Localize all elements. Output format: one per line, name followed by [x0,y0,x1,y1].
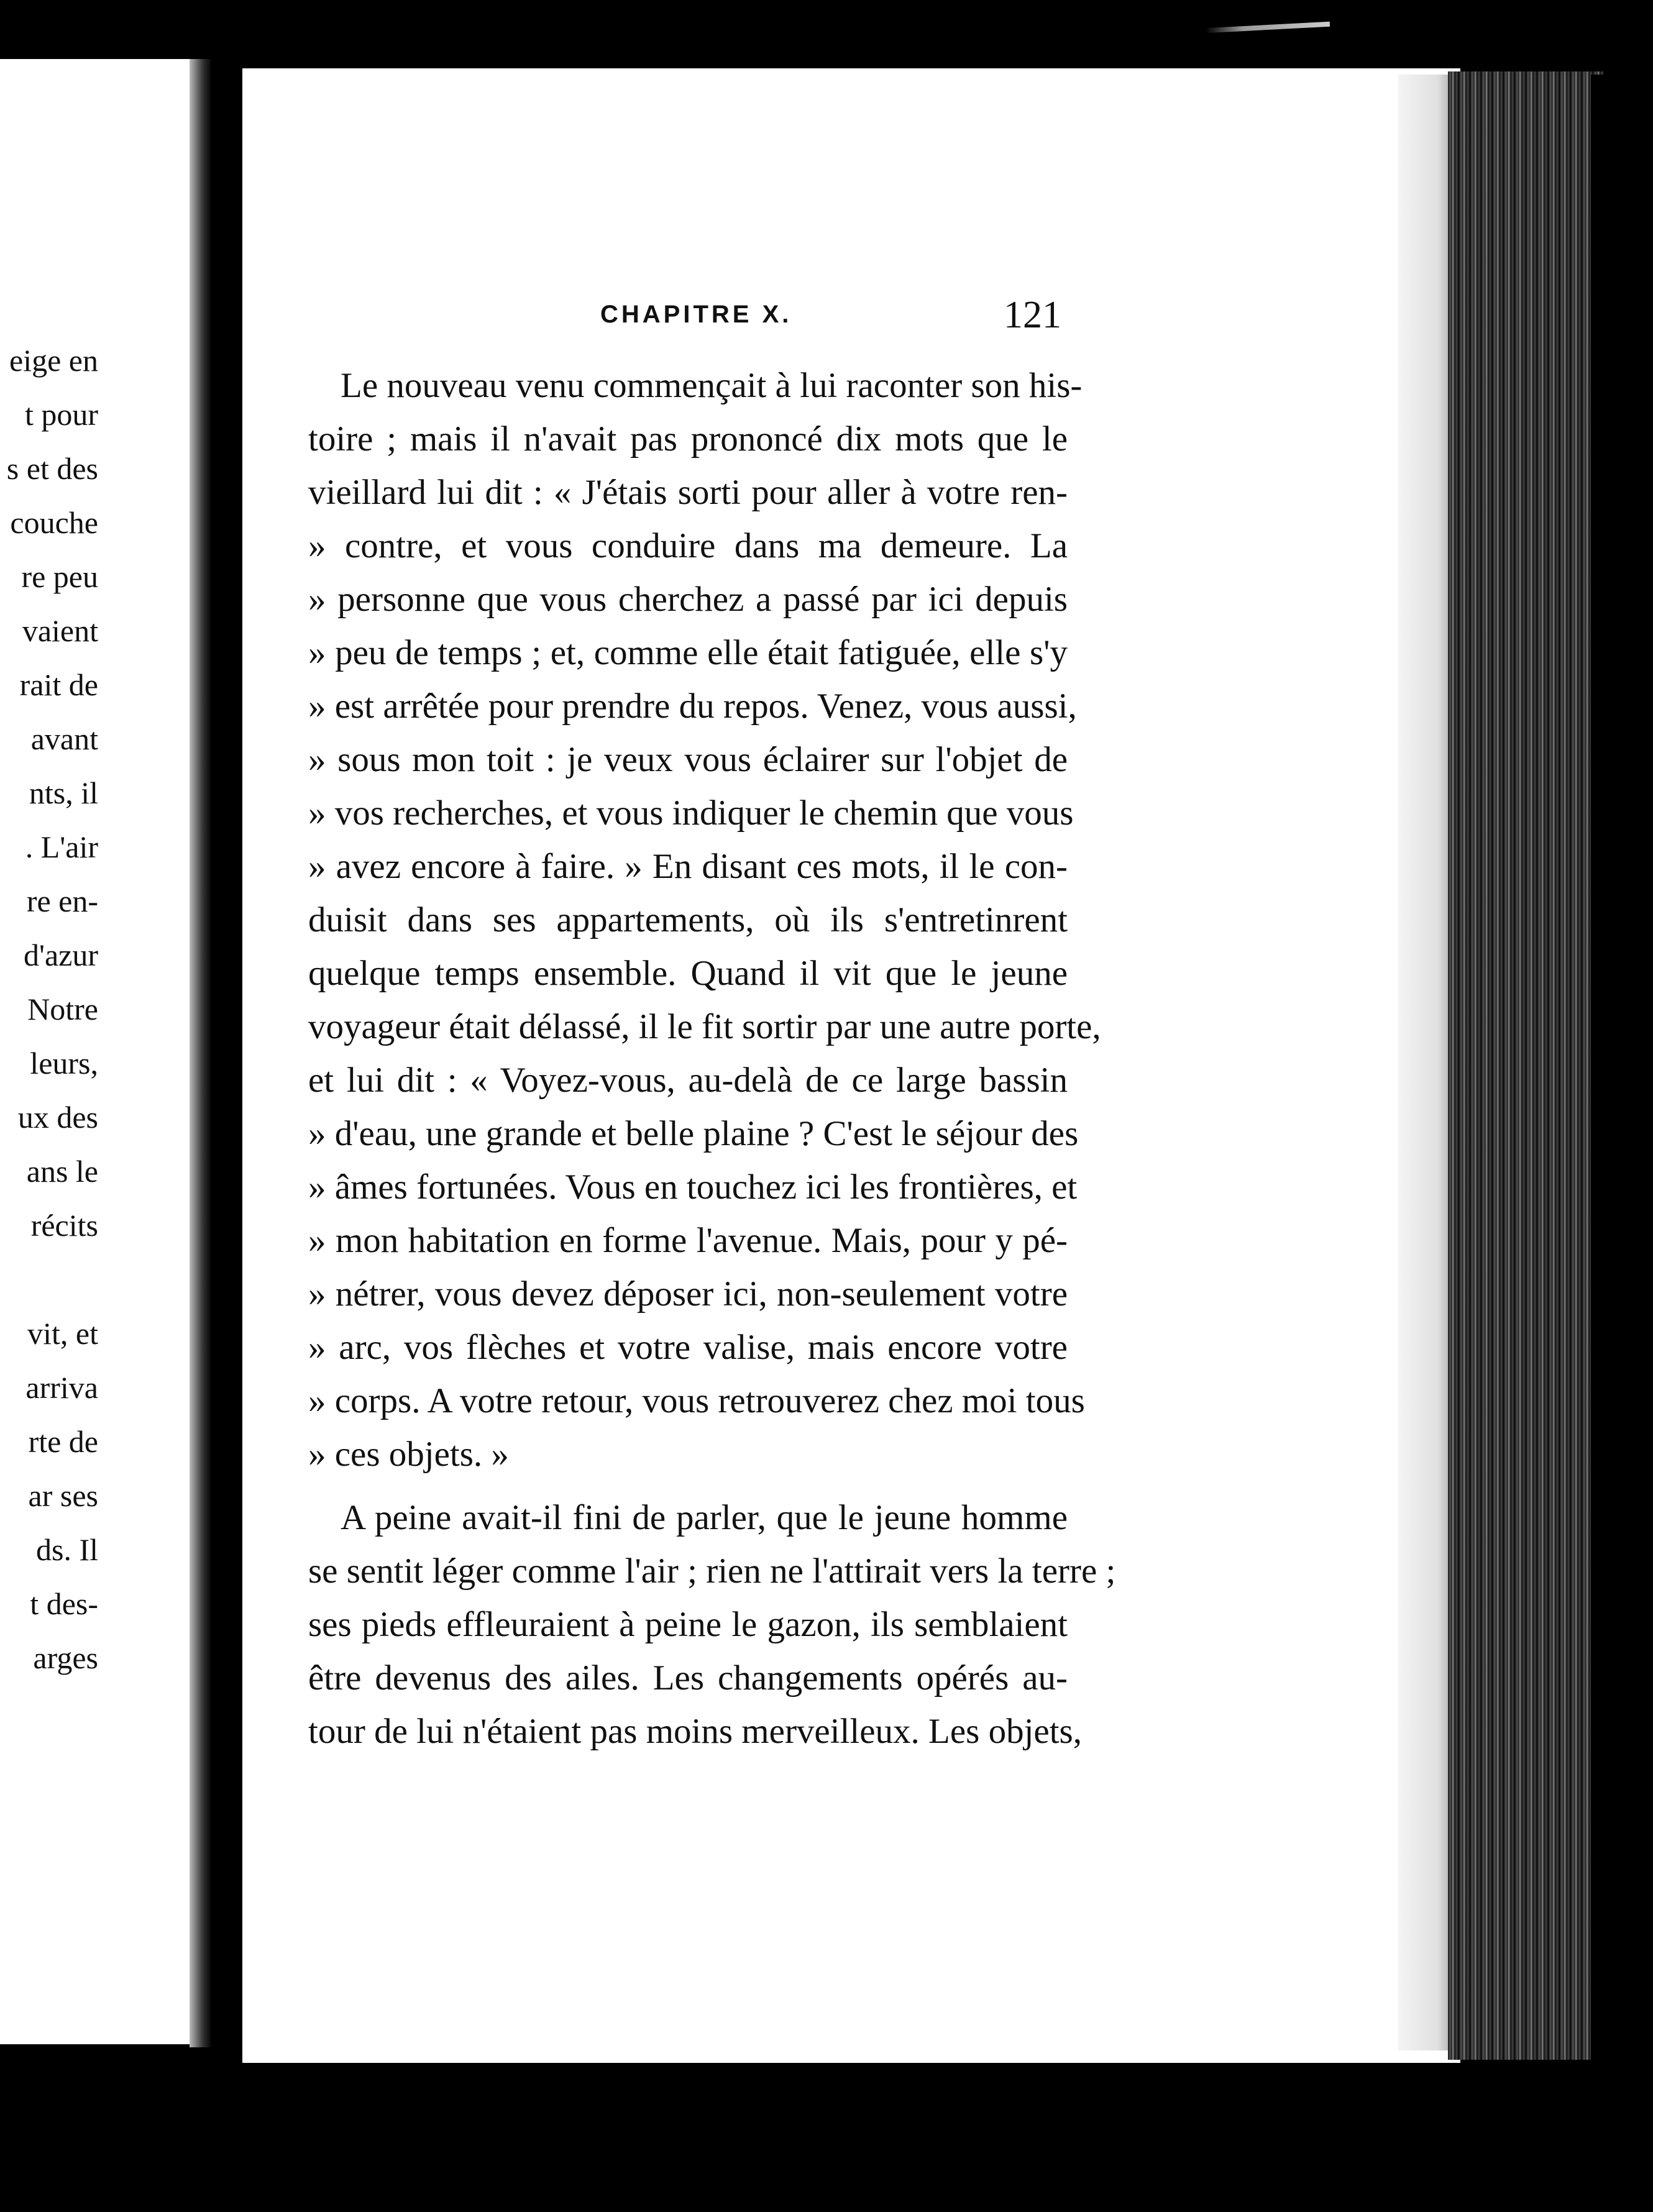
left-fragment: récits [30,1208,98,1243]
page-edge [1398,75,1454,2050]
page-number: 121 [1004,294,1061,336]
text-line: vieillard lui dit : « J'étais sorti pour aller à votre ren- [308,473,1068,512]
book-fore-edge [1448,71,1603,2060]
left-fragment: re peu [21,559,98,594]
left-fragment: ds. Il [36,1532,98,1567]
left-fragment: Notre [27,992,98,1026]
left-fragment: eige en [9,343,98,378]
left-fragment: re en- [26,884,98,918]
text-line: tour de lui n'étaient pas moins merveilleux. Les objets, [308,1712,1082,1751]
left-fragment: vit, et [27,1316,98,1351]
text-line: se sentit léger comme l'air ; rien ne l'attirait vers la terre ; [308,1552,1116,1591]
left-fragment: t des- [30,1586,98,1621]
text-line: » vos recherches, et vous indiquer le chemin que vous [308,793,1074,833]
left-fragment: nts, il [29,775,98,810]
text-line: » sous mon toit : je veux vous éclairer sur l'objet de [308,740,1068,779]
left-fragment: arges [33,1640,98,1675]
text-line: être devenus des ailes. Les changements opérés au- [308,1658,1068,1698]
left-fragment: couche [10,505,98,540]
text-line: » avez encore à faire. » En disant ces mots, il le con- [308,847,1068,886]
left-fragment: rte de [28,1424,98,1459]
text-line: » peu de temps ; et, comme elle était fatiguée, elle s'y [308,633,1068,672]
text-line: quelque temps ensemble. Quand il vit que le jeune [308,954,1068,993]
text-line: » nétrer, vous devez déposer ici, non-seulement votre [308,1274,1068,1314]
left-fragment: ans le [26,1154,98,1189]
text-line: » d'eau, une grande et belle plaine ? C'est le séjour des [308,1114,1079,1153]
left-fragment: . L'air [25,830,98,864]
text-line: duisit dans ses appartements, où ils s'entretinrent [308,900,1068,939]
left-fragment: rait de [19,667,98,702]
text-line: » arc, vos flèches et votre valise, mais encore votre [308,1328,1068,1367]
text-line: » corps. A votre retour, vous retrouverez chez moi tous [308,1381,1085,1420]
left-fragment: d'azur [23,938,98,972]
text-line: ses pieds effleuraient à peine le gazon, ils semblaient [308,1605,1068,1644]
text-line: » ces objets. » [308,1435,509,1474]
left-fragment: leurs, [30,1046,98,1081]
scan-artifact [1206,22,1330,33]
text-line: toire ; mais il n'avait pas prononcé dix mots que le [308,419,1068,459]
text-line: Le nouveau venu commençait à lui raconter son his- [341,366,1083,405]
left-fragment: vaient [22,613,98,648]
text-line: voyageur était délassé, il le fit sortir par une autre porte, [308,1007,1101,1046]
page-header [359,294,1061,340]
running-head: CHAPITRE X. [600,301,792,328]
book-gutter [190,59,212,2047]
left-fragment: avant [30,721,98,756]
text-line: » âmes fortunées. Vous en touchez ici les frontières, et [308,1168,1078,1207]
text-line: et lui dit : « Voyez-vous, au-delà de ce large bassin [308,1061,1068,1100]
left-fragment: s et des [6,451,98,486]
text-line: » contre, et vous conduire dans ma demeure. La [308,526,1068,565]
left-fragment: ux des [17,1100,98,1135]
left-fragment: ar ses [28,1478,98,1513]
left-fragment: t pour [24,397,98,432]
text-line: A peine avait-il fini de parler, que le jeune homme [341,1498,1068,1537]
background-shadow [1591,75,1653,2063]
text-line: » mon habitation en forme l'avenue. Mais, pour y pé- [308,1221,1068,1260]
left-fragment: arriva [25,1370,98,1405]
text-line: » est arrêtée pour prendre du repos. Venez, vous aussi, [308,687,1077,726]
left-facing-page [0,59,194,2044]
text-line: » personne que vous cherchez a passé par ici depuis [308,580,1068,619]
